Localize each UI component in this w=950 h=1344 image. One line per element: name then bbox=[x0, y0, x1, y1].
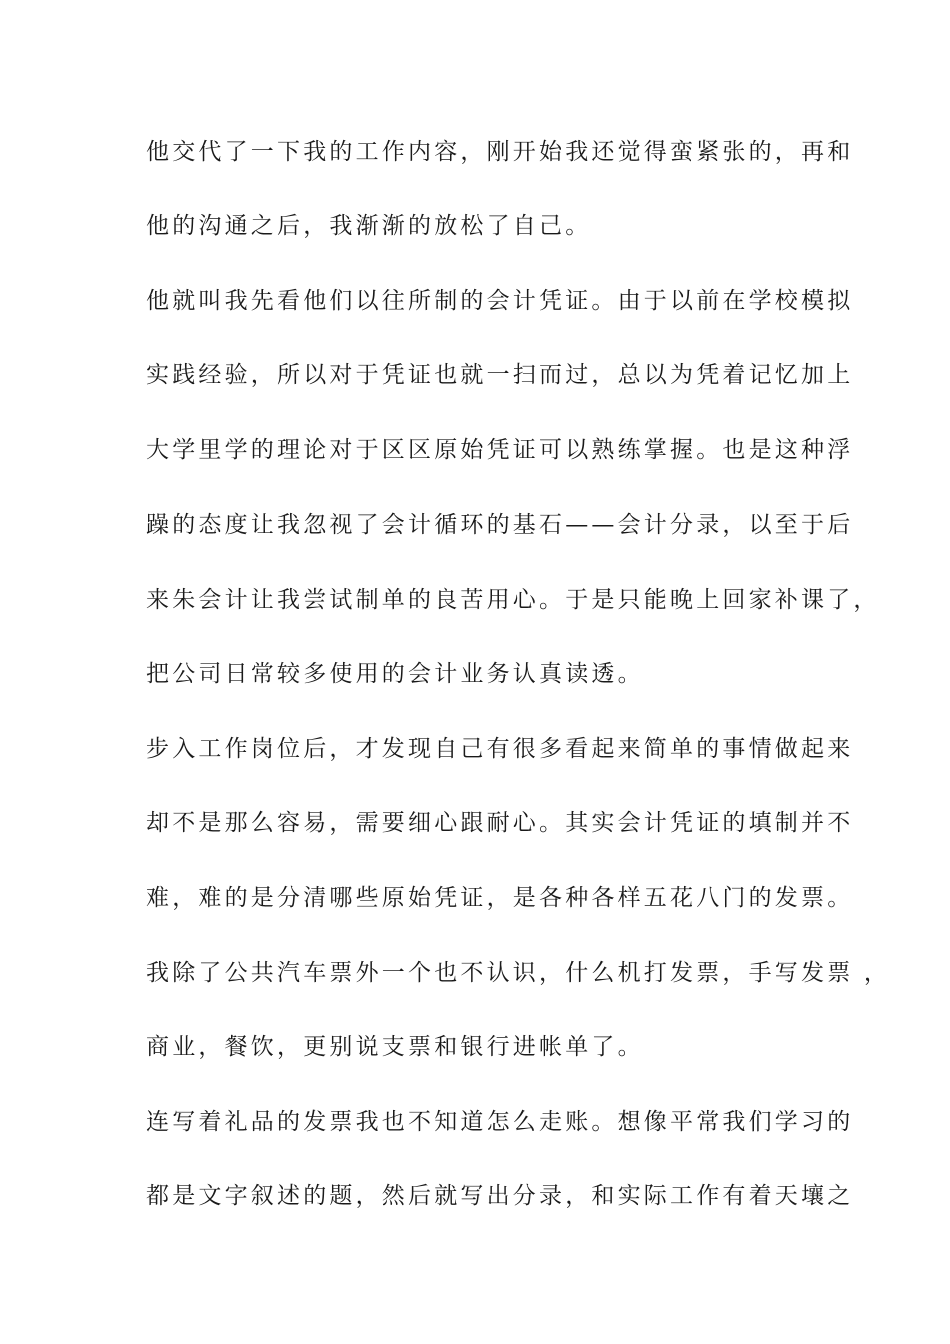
text-line-6: 躁的态度让我忽视了会计循环的基石——会计分录，以至于后 bbox=[146, 512, 854, 538]
text-line-13: 商业，餐饮，更别说支票和银行进帐单了。 bbox=[146, 1034, 644, 1060]
text-line-1: 他交代了一下我的工作内容，刚开始我还觉得蛮紧张的，再和 bbox=[146, 139, 854, 165]
text-line-7: 来朱会计让我尝试制单的良苦用心。于是只能晚上回家补课了， bbox=[146, 587, 880, 613]
text-line-4: 实践经验，所以对于凭证也就一扫而过，总以为凭着记忆加上 bbox=[146, 362, 854, 388]
text-line-14: 连写着礼品的发票我也不知道怎么走账。想像平常我们学习的 bbox=[146, 1109, 854, 1135]
text-line-12: 我除了公共汽车票外一个也不认识，什么机打发票，手写发票 ， bbox=[146, 960, 891, 986]
text-line-9: 步入工作岗位后，才发现自己有很多看起来简单的事情做起来 bbox=[146, 736, 854, 762]
text-line-8: 把公司日常较多使用的会计业务认真读透。 bbox=[146, 661, 644, 687]
text-line-15: 都是文字叙述的题，然后就写出分录，和实际工作有着天壤之 bbox=[146, 1183, 854, 1209]
text-line-11: 难，难的是分清哪些原始凭证，是各种各样五花八门的发票。 bbox=[146, 885, 854, 911]
text-line-2: 他的沟通之后，我渐渐的放松了自己。 bbox=[146, 213, 592, 239]
text-line-3: 他就叫我先看他们以往所制的会计凭证。由于以前在学校模拟 bbox=[146, 288, 854, 314]
text-line-5: 大学里学的理论对于区区原始凭证可以熟练掌握。也是这种浮 bbox=[146, 437, 854, 463]
text-line-10: 却不是那么容易，需要细心跟耐心。其实会计凭证的填制并不 bbox=[146, 810, 854, 836]
